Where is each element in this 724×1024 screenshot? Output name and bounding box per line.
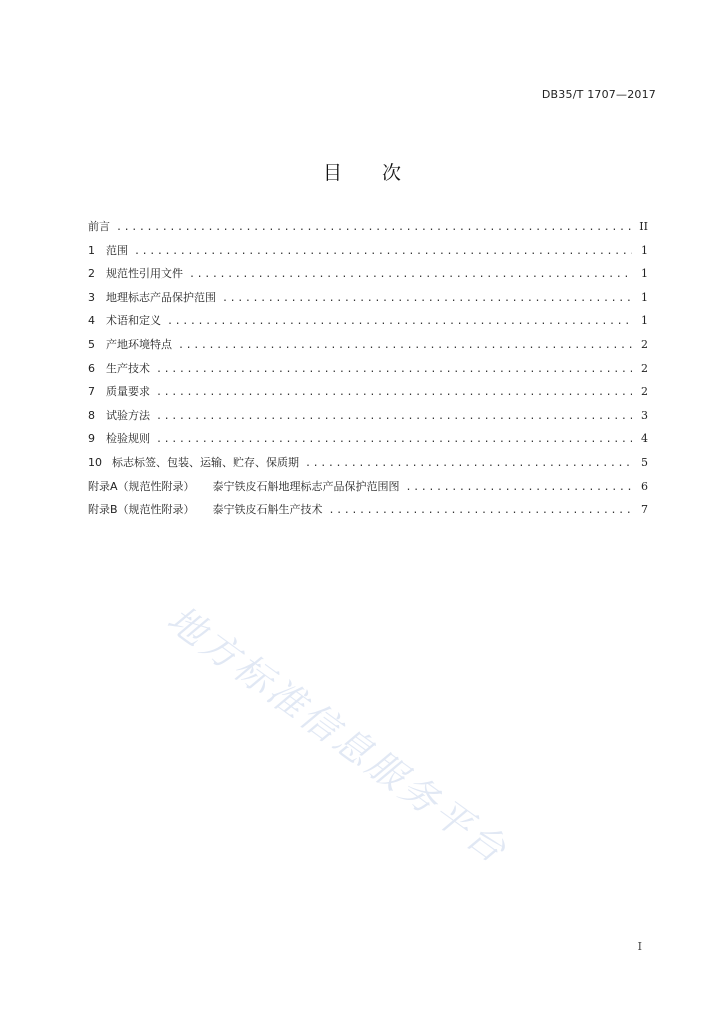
toc-entry-7[interactable] — [88, 383, 648, 407]
toc-entry-number: 5 — [88, 337, 95, 351]
toc-dot-leader — [222, 293, 632, 304]
toc-entry-label — [88, 407, 150, 423]
toc-entry-1[interactable] — [88, 242, 648, 266]
toc-entry-foreword[interactable] — [88, 218, 648, 242]
toc-entry-page: 6 — [641, 479, 648, 493]
toc-entry-label — [88, 430, 150, 446]
toc-dot-leader — [406, 482, 632, 493]
toc-entry-number: 10 — [88, 455, 102, 469]
toc-dot-leader — [167, 316, 632, 327]
toc-entry-label — [88, 383, 150, 399]
toc-entry-text: 试验方法 — [106, 408, 150, 422]
toc-dot-leader — [189, 269, 632, 280]
toc-entry-page: 1 — [641, 314, 648, 328]
toc-entry-label — [88, 265, 183, 281]
toc-dot-leader — [178, 340, 632, 351]
toc-dot-leader — [156, 364, 632, 375]
toc-entry-2[interactable] — [88, 265, 648, 289]
toc-entry-page: 1 — [641, 243, 648, 257]
document-code: DB35/T 1707—2017 — [541, 88, 656, 101]
toc-entry-number: 7 — [88, 385, 95, 399]
toc-dot-leader — [156, 411, 632, 422]
toc-entry-label — [88, 501, 323, 517]
toc-entry-page: 4 — [641, 432, 648, 446]
toc-entry-label — [88, 360, 150, 376]
toc-entry-6[interactable] — [88, 360, 648, 384]
toc-entry-page: 2 — [641, 337, 648, 351]
toc-entry-10[interactable] — [88, 454, 648, 478]
toc-entry-text: 范围 — [106, 243, 128, 257]
toc-entry-label — [88, 289, 216, 305]
toc-entry-text: 生产技术 — [106, 361, 150, 375]
toc-entry-text: 术语和定义 — [106, 314, 161, 328]
toc-entry-text: 规范性引用文件 — [106, 267, 183, 281]
toc-entry-page: 5 — [641, 455, 648, 469]
toc-dot-leader — [329, 505, 632, 516]
toc-entry-page: 1 — [641, 290, 648, 304]
toc-entry-3[interactable] — [88, 289, 648, 313]
toc-entry-number: 9 — [88, 432, 95, 446]
toc-entry-label — [88, 312, 161, 328]
toc-entry-text: 检验规则 — [106, 432, 150, 446]
toc-entry-4[interactable] — [88, 312, 648, 336]
toc-entry-5[interactable] — [88, 336, 648, 360]
toc-entry-appendix-a[interactable] — [88, 478, 648, 502]
toc-entry-appendix-b[interactable] — [88, 501, 648, 525]
toc-entry-page: 3 — [641, 408, 648, 422]
toc-entry-number: 4 — [88, 314, 95, 328]
toc-entry-label — [88, 478, 400, 494]
toc-dot-leader — [156, 387, 632, 398]
toc-dot-leader — [116, 222, 632, 233]
toc-entry-label — [88, 336, 172, 352]
toc-appendix-label: 附录A（规范性附录） — [88, 479, 195, 493]
toc-dot-leader — [305, 458, 632, 469]
toc-entry-page: 2 — [641, 385, 648, 399]
toc-entry-label — [88, 454, 299, 470]
toc-entry-label — [88, 242, 128, 258]
toc-entry-9[interactable] — [88, 430, 648, 454]
toc-entry-page: 2 — [641, 361, 648, 375]
toc-appendix-label: 附录B（规范性附录） — [88, 503, 195, 517]
toc-title: 目 次 — [322, 162, 402, 184]
toc-appendix-title: 泰宁铁皮石斛地理标志产品保护范围图 — [212, 479, 400, 493]
toc-entry-8[interactable] — [88, 407, 648, 431]
toc-appendix-title: 泰宁铁皮石斛生产技术 — [212, 503, 323, 517]
toc-entry-number: 8 — [88, 408, 95, 422]
toc-entry-text: 标志标签、包装、运输、贮存、保质期 — [112, 455, 299, 469]
toc-entry-number: 3 — [88, 290, 95, 304]
toc-entry-page: 1 — [641, 267, 648, 281]
toc-entry-number: 1 — [88, 243, 95, 257]
toc-dot-leader — [156, 434, 632, 445]
toc-entry-page: II — [639, 220, 648, 233]
toc-entry-number: 6 — [88, 361, 95, 375]
toc-entry-number: 2 — [88, 267, 95, 281]
toc-entry-text: 产地环境特点 — [106, 337, 172, 351]
toc-entry-text: 地理标志产品保护范围 — [106, 290, 216, 304]
toc-entry-text: 质量要求 — [106, 385, 150, 399]
toc-dot-leader — [134, 246, 632, 257]
toc-list — [88, 218, 648, 525]
toc-entry-label: 前言 — [88, 220, 110, 233]
toc-entry-page: 7 — [641, 503, 648, 517]
watermark: 地方标准信息服务平台 — [159, 597, 517, 874]
page-number: I — [637, 940, 642, 953]
